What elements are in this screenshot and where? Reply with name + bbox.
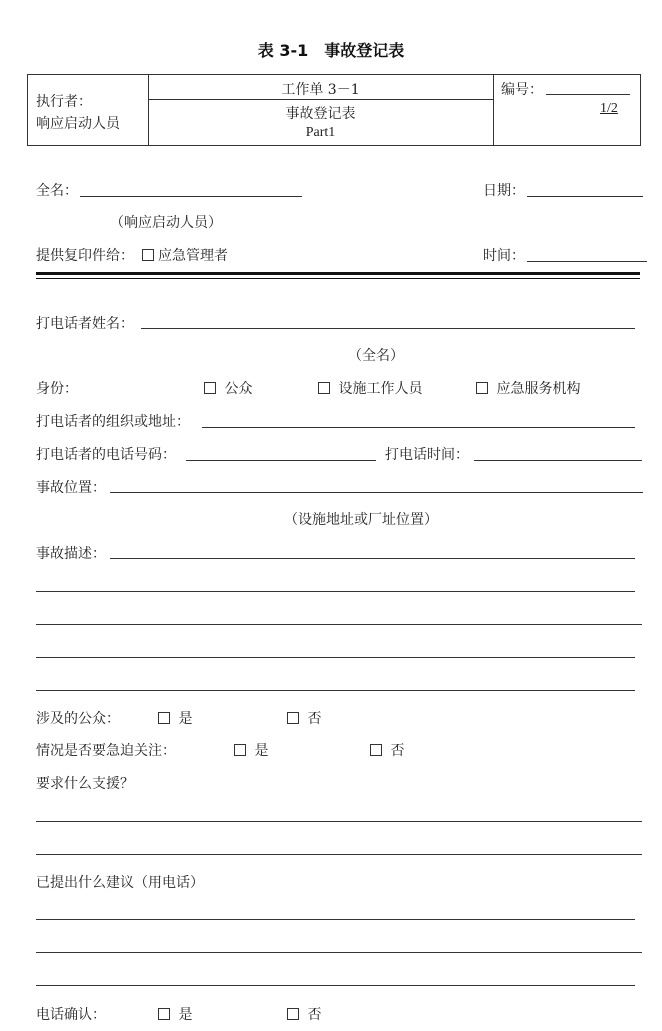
page-number: 1/2 bbox=[600, 101, 618, 116]
identity-label: 身份： bbox=[36, 381, 78, 397]
date-label: 日期： bbox=[483, 183, 525, 199]
incident-description-field[interactable] bbox=[110, 558, 635, 559]
number-label: 编号： bbox=[501, 82, 543, 98]
date-field[interactable] bbox=[527, 196, 643, 197]
urgent-no-checkbox[interactable] bbox=[370, 744, 382, 756]
identity-option-public[interactable]: 公众 bbox=[204, 378, 252, 398]
description-line[interactable] bbox=[36, 624, 642, 625]
caller-name-label: 打电话者姓名： bbox=[36, 316, 134, 332]
time-label: 时间： bbox=[483, 248, 525, 264]
copy-to-label: 提供复印件给： bbox=[36, 248, 134, 264]
public-involved-label: 涉及的公众： bbox=[36, 711, 120, 727]
urgent-no[interactable]: 否 bbox=[370, 740, 404, 760]
caller-org-field[interactable] bbox=[202, 427, 635, 428]
header-table bbox=[27, 74, 641, 146]
incident-location-field[interactable] bbox=[110, 492, 643, 493]
incident-location-label: 事故位置： bbox=[36, 480, 106, 496]
section-divider bbox=[36, 272, 640, 275]
form-part: Part1 bbox=[305, 125, 336, 140]
copy-to-option[interactable] bbox=[142, 245, 228, 265]
call-time-label: 打电话时间： bbox=[385, 447, 469, 463]
support-line[interactable] bbox=[36, 854, 642, 855]
emergency-agency-checkbox[interactable] bbox=[476, 382, 488, 394]
public-involved-yes[interactable]: 是 bbox=[158, 708, 192, 728]
public-yes-checkbox[interactable] bbox=[158, 712, 170, 724]
caller-phone-label: 打电话者的电话号码： bbox=[36, 447, 176, 463]
identity-option-staff[interactable]: 设施工作人员 bbox=[318, 378, 422, 398]
urgent-yes-checkbox[interactable] bbox=[234, 744, 246, 756]
urgent-attention-label: 情况是否要急迫关注： bbox=[36, 743, 176, 759]
fullname-hint: （响应启动人员） bbox=[110, 215, 222, 231]
incident-location-hint: （设施地址或厂址位置） bbox=[284, 512, 438, 528]
public-no-checkbox[interactable] bbox=[287, 712, 299, 724]
caller-phone-field[interactable] bbox=[186, 460, 376, 461]
description-line[interactable] bbox=[36, 591, 635, 592]
page-title: 表 3-1 事故登记表 bbox=[257, 41, 405, 60]
public-involved-no[interactable]: 否 bbox=[287, 708, 321, 728]
advice-label: 已提出什么建议（用电话） bbox=[36, 875, 204, 891]
emergency-manager-label: 应急管理者 bbox=[158, 248, 228, 264]
advice-line[interactable] bbox=[36, 985, 635, 986]
facility-staff-checkbox[interactable] bbox=[318, 382, 330, 394]
phone-confirm-label: 电话确认： bbox=[36, 1007, 106, 1023]
public-checkbox[interactable] bbox=[204, 382, 216, 394]
description-line[interactable] bbox=[36, 657, 635, 658]
confirm-no-checkbox[interactable] bbox=[287, 1008, 299, 1020]
description-line[interactable] bbox=[36, 690, 635, 691]
worksheet-number: 工作单 3－1 bbox=[281, 82, 360, 98]
emergency-manager-checkbox[interactable] bbox=[142, 249, 154, 261]
phone-confirm-no[interactable]: 否 bbox=[287, 1004, 321, 1024]
advice-line[interactable] bbox=[36, 952, 642, 953]
form-name: 事故登记表 bbox=[285, 106, 356, 122]
support-line[interactable] bbox=[36, 821, 642, 822]
call-time-field[interactable] bbox=[474, 460, 642, 461]
advice-line[interactable] bbox=[36, 919, 635, 920]
confirm-yes-checkbox[interactable] bbox=[158, 1008, 170, 1020]
caller-name-field[interactable] bbox=[141, 328, 635, 329]
fullname-label: 全名： bbox=[36, 183, 78, 199]
identity-option-emergency[interactable]: 应急服务机构 bbox=[476, 378, 580, 398]
fullname-field[interactable] bbox=[80, 196, 302, 197]
incident-description-label: 事故描述： bbox=[36, 546, 106, 562]
urgent-yes[interactable]: 是 bbox=[234, 740, 268, 760]
executor-value: 响应启动人员 bbox=[36, 116, 120, 132]
support-request-label: 要求什么支援？ bbox=[36, 776, 134, 792]
time-field[interactable] bbox=[527, 261, 647, 262]
phone-confirm-yes[interactable]: 是 bbox=[158, 1004, 192, 1024]
caller-name-hint: （全名） bbox=[348, 348, 404, 364]
caller-org-label: 打电话者的组织或地址： bbox=[36, 414, 190, 430]
executor-label: 执行者： bbox=[36, 94, 92, 110]
